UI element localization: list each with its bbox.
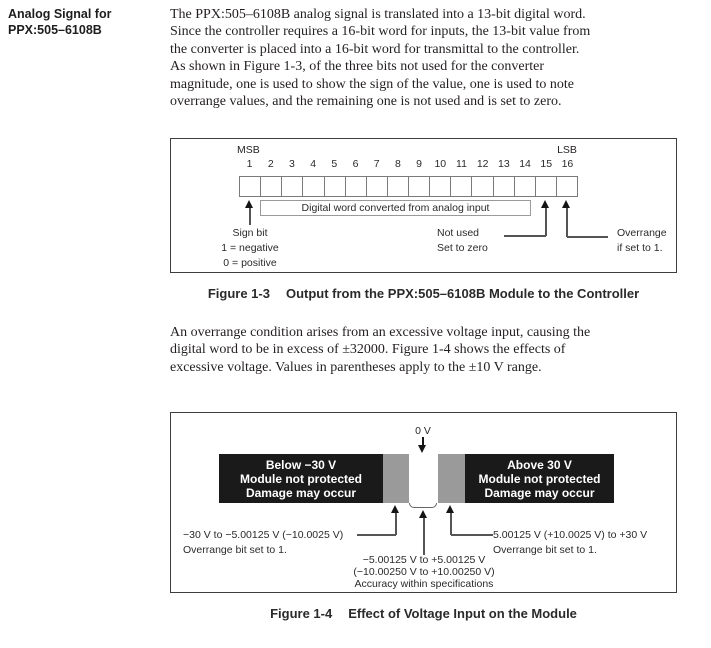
paragraph-line: the converter is placed into a 16-bit word for transmittal to the controller. [170, 41, 580, 57]
block-line: Damage may occur [245, 485, 357, 500]
bit-cell [409, 177, 430, 196]
figure-caption-title: Effect of Voltage Input on the Module [348, 606, 577, 621]
bit-number: 8 [394, 158, 401, 170]
above-range-block [465, 454, 614, 503]
bit-number: 3 [289, 158, 295, 170]
bit-number-row [239, 158, 578, 170]
paragraph-line: overrange values, and the remaining one is not used and is set to zero. [170, 94, 562, 110]
bit-cell [557, 177, 577, 196]
up-arrow-icon [541, 200, 549, 208]
paragraph-line: The PPX:505–6108B analog signal is translated into a 13-bit digital word. [170, 7, 586, 22]
right-overrange-note [493, 528, 647, 558]
down-arrow-icon [418, 445, 426, 453]
left-overrange-note [183, 528, 343, 558]
block-line: Below −30 V [265, 457, 337, 472]
voltage-bar [219, 454, 614, 503]
figure-1-4 [170, 412, 677, 593]
bit-number: 11 [456, 158, 467, 170]
bit-cell [388, 177, 409, 196]
up-arrow-icon [391, 505, 399, 513]
overrange-note [617, 226, 667, 256]
note-line: −5.00125 V to +5.00125 V [362, 554, 486, 566]
note-line: 0 = positive [223, 257, 277, 269]
connector-line [249, 208, 251, 225]
bit-cell [472, 177, 493, 196]
paragraph-line: An overrange condition arises from an excessive voltage input, causing the [170, 325, 591, 340]
connector-line [545, 208, 547, 236]
bit-cell [325, 177, 346, 196]
up-arrow-icon [446, 505, 454, 513]
connector-line [450, 513, 452, 535]
connector-line [357, 534, 396, 536]
bit-cell [367, 177, 388, 196]
connector-line [567, 236, 608, 238]
up-arrow-icon [245, 200, 253, 208]
bit-number: 14 [519, 158, 531, 170]
section-heading [8, 6, 163, 38]
figure-1-3 [170, 138, 677, 273]
bit-cell [261, 177, 282, 196]
bit-number: 6 [352, 158, 359, 170]
figure-caption-label: Figure 1-3 [207, 286, 270, 301]
bit-number: 7 [373, 158, 380, 170]
note-line: Overrange bit set to 1. [183, 544, 287, 556]
bit-number: 5 [331, 158, 338, 170]
range-bracket [409, 503, 437, 508]
block-line: Module not protected [478, 471, 601, 486]
bit-cell [494, 177, 515, 196]
up-arrow-icon [419, 510, 427, 518]
up-arrow-icon [562, 200, 570, 208]
bit-cell [346, 177, 367, 196]
figure-caption-title: Output from the PPX:505–6108B Module to the Controller [285, 286, 640, 301]
below-range-block [219, 454, 383, 503]
body-paragraph-2 [170, 324, 700, 376]
note-line: −30 V to −5.00125 V (−10.0025 V) [183, 529, 344, 541]
bit-cell [451, 177, 472, 196]
bit-number: 4 [310, 158, 317, 170]
bit-number: 15 [540, 158, 553, 170]
figure-1-4-caption [170, 606, 677, 621]
figure-1-3-caption [170, 286, 677, 301]
note-line: Overrange [617, 227, 667, 239]
paragraph-line: As shown in Figure 1-3, of the three bits not used for the converter [170, 59, 545, 75]
lsb-label: LSB [557, 144, 577, 156]
zero-volt-label: 0 V [415, 425, 431, 437]
note-line: Not used [437, 227, 480, 239]
block-line: Damage may occur [484, 485, 595, 500]
bit-cell [282, 177, 303, 196]
overrange-band-right [438, 454, 465, 503]
bit-number: 13 [498, 158, 510, 170]
bit-cell [430, 177, 451, 196]
figure-caption-label: Figure 1-4 [270, 606, 333, 621]
note-line: Overrange bit set to 1. [493, 544, 597, 556]
in-spec-band [409, 454, 438, 503]
overrange-band-left [383, 454, 409, 503]
section-heading-line: PPX:505–6108B [8, 23, 102, 38]
connector-line [423, 518, 425, 555]
block-line: Module not protected [240, 471, 362, 486]
bit-number: 12 [476, 158, 489, 170]
msb-label: MSB [237, 144, 260, 156]
note-line: if set to 1. [617, 242, 663, 254]
connector-line [566, 208, 568, 237]
note-line: (−10.00250 V to +10.00250 V) [353, 565, 495, 578]
bit-number: 10 [434, 158, 447, 170]
not-used-note [437, 226, 488, 256]
down-arrow-stem [422, 437, 424, 445]
bit-cell [240, 177, 261, 196]
body-paragraph-1 [170, 6, 700, 110]
bit-number: 9 [416, 158, 423, 170]
bit-number: 1 [246, 158, 253, 170]
note-line: Accuracy within specifications [354, 577, 494, 590]
bit-cell [515, 177, 536, 196]
paragraph-line: Since the controller requires a 16-bit word for inputs, the 13-bit value from [170, 24, 591, 40]
note-line: 5.00125 V (+10.0025 V) to +30 V [493, 529, 648, 541]
digital-word-box: Digital word converted from analog input [260, 200, 531, 216]
connector-line [451, 534, 493, 536]
paragraph-line: digital word to be in excess of ±32000. Figure 1-4 shows the effects of [170, 342, 566, 358]
bit-cell [536, 177, 557, 196]
connector-line [504, 235, 546, 237]
bit-cell [303, 177, 324, 196]
note-line: Set to zero [437, 242, 488, 254]
note-line: 1 = negative [221, 242, 279, 254]
paragraph-line: magnitude, one is used to show the sign of the value, one is used to note [170, 76, 574, 92]
connector-line [395, 513, 397, 535]
paragraph-line: excessive voltage. Values in parentheses apply to the ±10 V range. [170, 359, 542, 375]
note-line: Sign bit [232, 227, 268, 239]
block-line: Above 30 V [507, 457, 572, 472]
section-heading-line: Analog Signal for [8, 7, 112, 21]
bit-grid [239, 176, 578, 197]
sign-bit-note [199, 226, 301, 271]
accuracy-note [324, 555, 524, 590]
bit-number: 16 [561, 158, 574, 170]
bit-number: 2 [267, 158, 274, 170]
